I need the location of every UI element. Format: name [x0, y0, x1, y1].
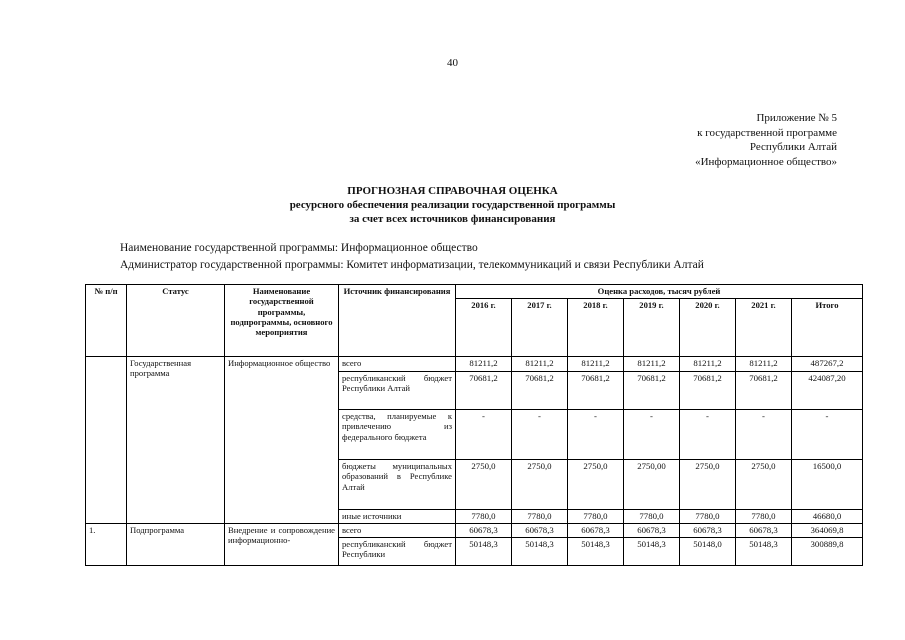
cell-value: 2750,0 [456, 460, 512, 510]
row-status: Государственная программа [127, 357, 225, 524]
appendix-line: «Информационное общество» [695, 155, 837, 168]
cell-value: 60678,3 [624, 524, 680, 538]
header-year: 2020 г. [680, 299, 736, 357]
cell-value: 60678,3 [736, 524, 792, 538]
cell-value: 81211,2 [568, 357, 624, 372]
row-source: иные источники [339, 510, 456, 524]
cell-value: 81211,2 [512, 357, 568, 372]
page-number: 40 [447, 57, 458, 69]
appendix-note [695, 111, 837, 169]
row-num [86, 357, 127, 524]
row-name: Информационное общество [225, 357, 339, 524]
cell-value: 70681,2 [736, 372, 792, 410]
cell-value: 50148,3 [624, 538, 680, 566]
program-name: Наименование государственной программы: Информационное общество [120, 242, 478, 254]
cell-value: - [624, 410, 680, 460]
title-line: ресурсного обеспечения реализации государственной программы [289, 199, 616, 211]
row-name: Внедрение и сопровождение информационно- [225, 524, 339, 566]
cell-total: 16500,0 [792, 460, 863, 510]
cell-value: 70681,2 [624, 372, 680, 410]
cell-value: 60678,3 [512, 524, 568, 538]
cell-value: - [568, 410, 624, 460]
cell-value: 2750,0 [680, 460, 736, 510]
cell-value: 81211,2 [680, 357, 736, 372]
cell-value: 7780,0 [680, 510, 736, 524]
header-estimate: Оценка расходов, тысяч рублей [456, 285, 863, 299]
header-year: 2016 г. [456, 299, 512, 357]
cell-total: 46680,0 [792, 510, 863, 524]
appendix-line: Республики Алтай [749, 141, 837, 153]
header-name: Наименование государственной программы, подпрограммы, основного мероприятия [225, 285, 339, 357]
row-source: всего [339, 357, 456, 372]
cell-value: 70681,2 [680, 372, 736, 410]
cell-value: 60678,3 [568, 524, 624, 538]
row-source: бюджеты муниципальных образований в Республике Алтай [339, 460, 456, 510]
cell-total: 424087,20 [792, 372, 863, 410]
cell-value: 81211,2 [736, 357, 792, 372]
header-year: 2019 г. [624, 299, 680, 357]
title-line: ПРОГНОЗНАЯ СПРАВОЧНАЯ ОЦЕНКА [347, 185, 558, 197]
cell-value: 7780,0 [456, 510, 512, 524]
cell-value: 2750,0 [736, 460, 792, 510]
cell-total: 487267,2 [792, 357, 863, 372]
row-source: республиканский бюджет Республики Алтай [339, 372, 456, 410]
cell-value: 7780,0 [624, 510, 680, 524]
cell-value: - [736, 410, 792, 460]
cell-value: - [512, 410, 568, 460]
cell-value: 81211,2 [624, 357, 680, 372]
title-line: за счет всех источников финансирования [349, 213, 556, 225]
cell-value: 50148,3 [568, 538, 624, 566]
cell-value: 81211,2 [456, 357, 512, 372]
row-status: Подпрограмма [127, 524, 225, 566]
cell-value: 2750,0 [568, 460, 624, 510]
appendix-line: к государственной программе [697, 126, 837, 139]
cell-value: 50148,3 [512, 538, 568, 566]
cell-value: - [680, 410, 736, 460]
header-source: Источник финансирования [339, 285, 456, 357]
cell-value: 7780,0 [512, 510, 568, 524]
cell-value: 70681,2 [568, 372, 624, 410]
row-source: всего [339, 524, 456, 538]
header-year: 2017 г. [512, 299, 568, 357]
table-row [86, 357, 863, 372]
cell-value: 70681,2 [456, 372, 512, 410]
cell-total: 364069,8 [792, 524, 863, 538]
appendix-line: Приложение № 5 [756, 112, 837, 124]
table-row [86, 524, 863, 538]
cell-value: 50148,3 [736, 538, 792, 566]
row-num: 1. [86, 524, 127, 566]
cell-total: 300889,8 [792, 538, 863, 566]
cell-value: - [456, 410, 512, 460]
cell-total: - [792, 410, 863, 460]
cell-value: 7780,0 [568, 510, 624, 524]
header-total: Итого [792, 299, 863, 357]
header-num: № п/п [86, 285, 127, 357]
cell-value: 50148,0 [680, 538, 736, 566]
cell-value: 7780,0 [736, 510, 792, 524]
cell-value: 50148,3 [456, 538, 512, 566]
row-source: республиканский бюджет Республики [339, 538, 456, 566]
cell-value: 2750,0 [512, 460, 568, 510]
header-year: 2018 г. [568, 299, 624, 357]
header-status: Статус [127, 285, 225, 357]
budget-table [85, 284, 863, 566]
program-administrator: Администратор государственной программы: Комитет информатизации, телекоммуникаций и связи Республики Алтай [120, 259, 704, 271]
document-title [0, 184, 905, 226]
cell-value: 60678,3 [456, 524, 512, 538]
row-source: средства, планируемые к привлечению из федерального бюджета [339, 410, 456, 460]
cell-value: 2750,00 [624, 460, 680, 510]
cell-value: 60678,3 [680, 524, 736, 538]
cell-value: 70681,2 [512, 372, 568, 410]
header-year: 2021 г. [736, 299, 792, 357]
